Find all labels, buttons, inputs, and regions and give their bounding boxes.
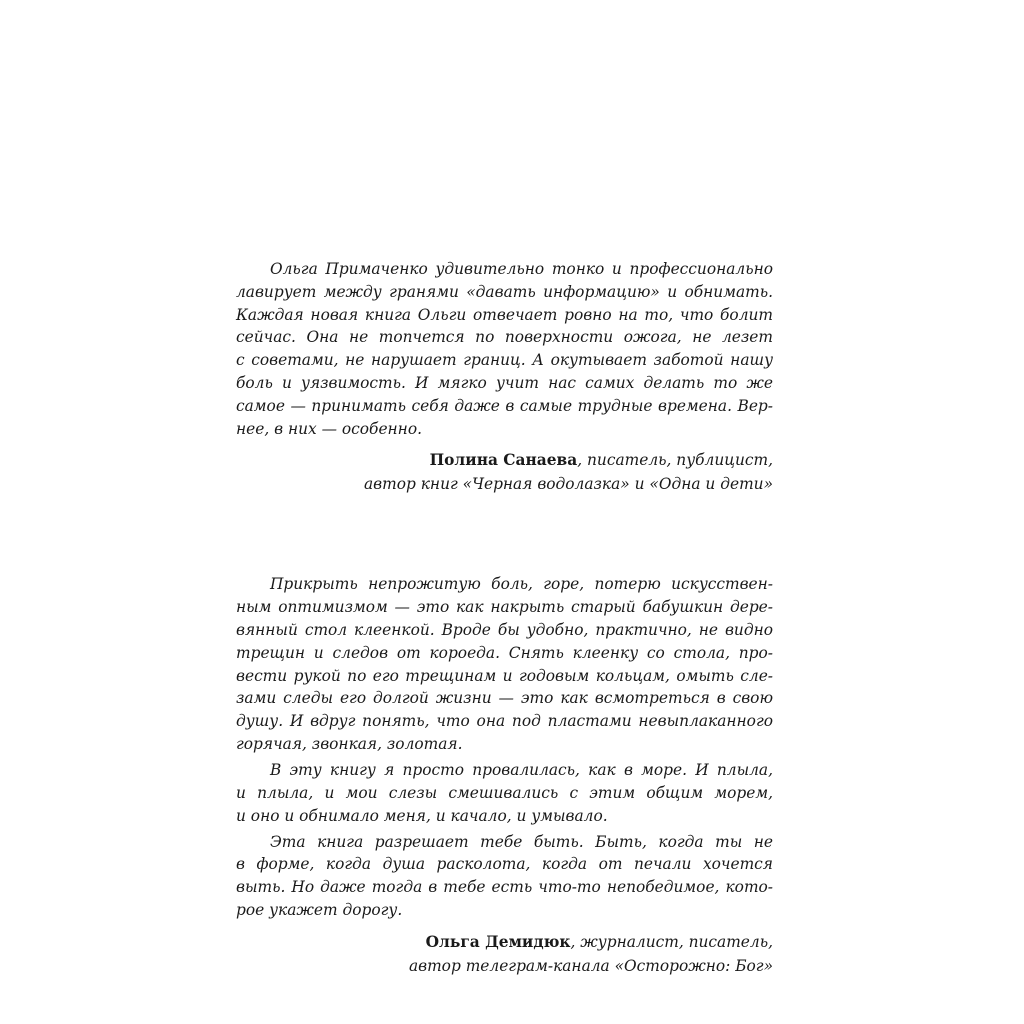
quote-line: сейчас. Она не топчется по поверхности ожога, не лезет <box>236 328 773 347</box>
author-role-line-2: автор книг «Черная водолазка» и «Одна и дети» <box>364 475 773 494</box>
quote-line: с советами, не нарушает границ. А окутывает заботой нашу <box>236 351 773 370</box>
quote-line: В эту книгу я просто провалилась, как в море. И плыла, <box>270 760 773 779</box>
quote-line: в форме, когда душа расколота, когда от печали хочется <box>236 855 773 874</box>
author-role: , писатель, публицист, <box>577 451 773 470</box>
quote-line: самое — принимать себя даже в самые трудные времена. Вер- <box>236 396 773 415</box>
quote-line: трещин и следов от короеда. Снять клеенку со стола, про- <box>236 643 773 662</box>
quote-line: и оно и обнимало меня, и качало, и умывало. <box>236 806 608 825</box>
quote-line: боль и уязвимость. И мягко учит нас самих делать то же <box>236 373 773 392</box>
quote-line: лавирует между гранями «давать информацию» и обнимать. <box>236 282 773 301</box>
quote-line: нее, в них — особенно. <box>236 419 422 438</box>
quote-line: ным оптимизмом — это как накрыть старый бабушкин дере- <box>236 598 773 617</box>
quote-line: Прикрыть непрожитую боль, горе, потерю искусствен- <box>270 575 773 594</box>
quote-line: выть. Но даже тогда в тебе есть что-то непобедимое, кото- <box>236 878 773 897</box>
quote-line: вянный стол клеенкой. Вроде бы удобно, практично, не видно <box>236 620 773 639</box>
author-role-line-2: автор телеграм-канала «Осторожно: Бог» <box>408 956 773 975</box>
spacer <box>236 496 773 573</box>
quote-attribution-2 <box>236 930 773 978</box>
book-page <box>236 258 773 978</box>
quote-line: зами следы его долгой жизни — это как всмотреться в свою <box>236 689 773 708</box>
quote-line: и плыла, и мои слезы смешивались с этим общим морем, <box>236 783 773 802</box>
review-quote-2 <box>236 573 773 977</box>
review-quote-1 <box>236 258 773 496</box>
quote-line: рое укажет дорогу. <box>236 900 403 919</box>
quote-line: горячая, звонкая, золотая. <box>236 734 463 753</box>
author-role: , журналист, писатель, <box>570 932 773 951</box>
quote-attribution-1 <box>236 448 773 496</box>
quote-line: Эта книга разрешает тебе быть. Быть, когда ты не <box>270 832 773 851</box>
author-name: Ольга Демидюк <box>425 932 571 951</box>
quote-line: Ольга Примаченко удивительно тонко и профессионально <box>270 260 773 278</box>
author-name: Полина Санаева <box>429 451 578 470</box>
quote-line: Каждая новая книга Ольги отвечает ровно на то, что болит <box>236 305 773 324</box>
quote-line: душу. И вдруг понять, что она под пластами невыплаканного <box>236 712 773 731</box>
quote-line: вести рукой по его трещинам и годовым кольцам, омыть сле- <box>236 666 773 685</box>
